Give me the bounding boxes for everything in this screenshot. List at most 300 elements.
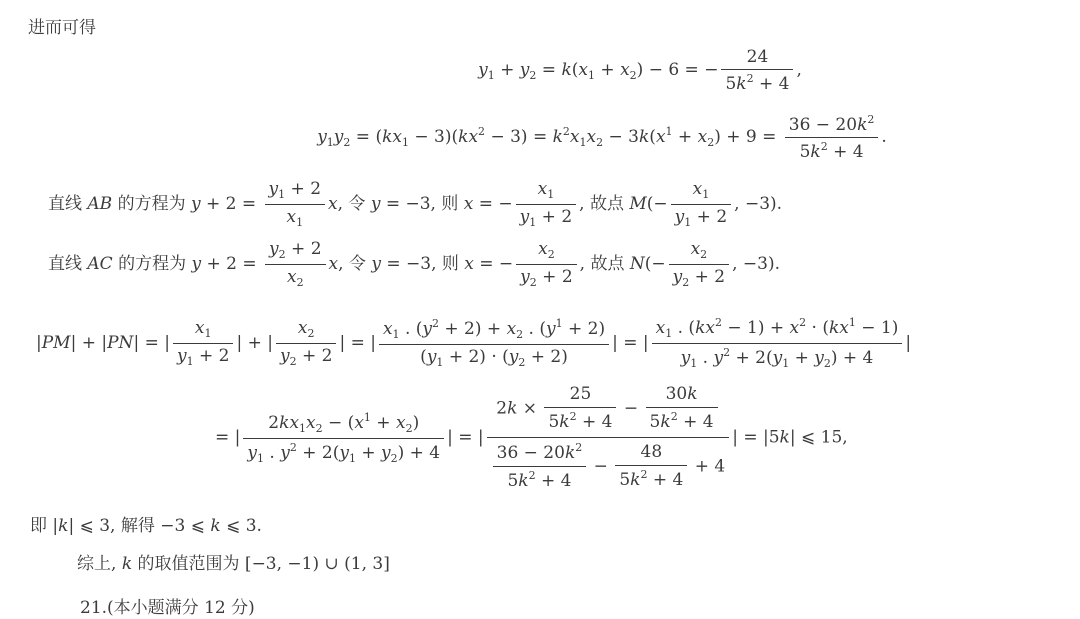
fraction-denominator (265, 205, 325, 231)
math-variable: y (381, 442, 391, 463)
math-text: . ( (523, 319, 546, 339)
math-variable: k (660, 412, 671, 433)
math-superscript: 2 (528, 468, 536, 482)
math-variable: x (392, 127, 402, 147)
math-subscript: 1 (665, 327, 673, 340)
math-text: · ( (806, 318, 829, 338)
math-subscript: 2 (296, 275, 304, 289)
fraction-numerator (516, 178, 576, 205)
math-superscript: 2 (562, 125, 570, 138)
math-fraction (785, 112, 879, 163)
fraction-numerator (721, 46, 793, 70)
math-variable: x (690, 239, 701, 259)
math-text: | ⩽ 3, 解得 −3 ⩽ (68, 516, 211, 536)
math-text: | = | (133, 332, 170, 353)
math-text: + 2) · ( (443, 346, 509, 367)
math-text: + 4 (647, 469, 684, 490)
math-text: | = | (612, 332, 649, 353)
math-variable: x (538, 239, 548, 259)
math-text: 30 (665, 384, 688, 404)
math-variable: y (772, 347, 783, 368)
math-text: − 3) = (485, 127, 553, 147)
fraction-denominator (173, 344, 233, 370)
math-variable: x (506, 319, 517, 339)
math-variable: y (333, 127, 344, 147)
fraction-denominator (243, 439, 444, 467)
math-text: − (618, 398, 644, 419)
math-text: 综上, (77, 554, 122, 574)
math-subscript: 1 (299, 421, 307, 435)
math-variable: x (697, 127, 708, 147)
math-variable: x (569, 127, 580, 147)
math-fraction (379, 316, 609, 371)
math-text: × (517, 398, 543, 419)
math-text: + (370, 412, 396, 433)
math-text: − 1) + (721, 318, 790, 338)
line-ab-equation (48, 178, 782, 231)
math-subscript: 2 (823, 356, 831, 370)
math-text: , 令 (337, 193, 371, 214)
fraction-numerator (487, 382, 730, 438)
math-text: | + | (70, 332, 108, 353)
math-text: + 2 (296, 345, 333, 366)
math-text: + 2 (285, 239, 322, 259)
fraction-denominator (379, 345, 609, 371)
math-fraction (544, 383, 616, 435)
math-text: (− (646, 193, 668, 214)
math-variable: x (468, 127, 479, 147)
math-subscript: 2 (629, 69, 637, 82)
math-subscript: 1 (402, 136, 409, 149)
math-fraction (243, 410, 444, 467)
math-text: , −3). (732, 253, 781, 274)
math-fraction (173, 317, 233, 370)
math-fraction (671, 178, 731, 231)
math-text: | = | (339, 332, 376, 353)
math-subscript: 1 (684, 215, 692, 229)
math-superscript: 1 (848, 316, 856, 329)
math-text: 的方程为 (112, 253, 192, 274)
math-variable: M (629, 193, 647, 214)
math-subscript: 1 (392, 328, 400, 341)
math-text: + 2 (536, 206, 573, 227)
math-variable: y (519, 60, 530, 80)
math-text: ( (571, 60, 579, 80)
math-variable: y (520, 266, 530, 287)
math-variable: y (478, 60, 488, 80)
math-fraction (276, 317, 336, 370)
math-fraction (669, 238, 729, 291)
fraction-denominator (669, 265, 729, 291)
fraction-denominator (265, 265, 325, 291)
math-superscript: 2 (478, 125, 486, 138)
cutoff-next-problem: 21.(本小题满分 12 分) (80, 598, 255, 618)
math-variable: N (629, 253, 645, 274)
math-variable: y (370, 193, 381, 214)
math-subscript: 1 (487, 69, 495, 82)
math-text: + (355, 442, 381, 463)
equation-content (317, 112, 887, 163)
fraction-numerator (671, 178, 731, 205)
math-text: = − (473, 253, 514, 274)
math-variable: x (464, 253, 474, 274)
math-text: | = | (447, 427, 484, 448)
math-variable: k (828, 318, 840, 338)
math-variable: y (317, 127, 327, 147)
math-subscript: 1 (348, 451, 356, 465)
math-text: ( (649, 127, 656, 147)
math-variable: k (736, 74, 747, 94)
math-text: ⩽ 3. (220, 516, 262, 536)
fraction-numerator (785, 112, 879, 138)
math-text: + (494, 60, 520, 80)
math-text: + 2( (296, 442, 340, 463)
fraction-denominator (721, 70, 793, 95)
math-superscript: 1 (363, 410, 371, 424)
math-variable: y (519, 206, 530, 227)
math-subscript: 2 (278, 248, 286, 261)
fraction-denominator (516, 205, 576, 231)
math-subscript: 2 (518, 355, 526, 369)
math-text: 5 (799, 142, 811, 162)
math-text: + (672, 127, 698, 147)
math-subscript: 2 (596, 136, 604, 149)
math-superscript: 2 (820, 140, 828, 153)
math-text: + 4 (535, 470, 572, 491)
math-variable: k (695, 318, 706, 338)
math-variable: x (194, 318, 205, 338)
math-variable: k (687, 384, 698, 404)
math-variable: x (789, 318, 800, 338)
math-text: − 3)( (409, 127, 459, 147)
math-text: . ( (672, 318, 696, 338)
math-text: (− (644, 253, 666, 274)
fraction-denominator (487, 438, 730, 495)
fraction-denominator (276, 344, 336, 370)
fraction-numerator (276, 317, 336, 344)
math-text: = ( (350, 127, 383, 147)
math-variable: x (620, 60, 630, 80)
math-text: + (789, 347, 815, 368)
math-subscript: 1 (436, 355, 444, 369)
math-text: − 3 (603, 127, 639, 147)
math-superscript: 1 (665, 125, 673, 138)
math-subscript: 1 (257, 451, 264, 465)
math-variable: k (58, 516, 69, 536)
math-variable: k (561, 60, 572, 80)
math-text: + 4 (827, 142, 864, 162)
math-subscript: 1 (529, 215, 537, 229)
math-text: ) + 9 = (714, 127, 782, 147)
math-text: , 故点 (579, 253, 630, 274)
math-fraction (721, 46, 793, 95)
fraction-numerator (265, 238, 325, 265)
math-variable: x (286, 266, 297, 287)
math-text: ) + 4 (397, 442, 441, 463)
equation-pm-plus-pn (36, 315, 911, 372)
math-text: 5 (619, 469, 631, 490)
math-text: , −3). (734, 193, 783, 214)
math-variable: k (630, 469, 641, 490)
math-text: = − (473, 193, 513, 214)
math-variable: k (559, 412, 570, 433)
math-superscript: 2 (723, 345, 731, 359)
math-subscript: 1 (702, 188, 710, 201)
math-text: . (697, 347, 714, 368)
math-text: − 1) (855, 318, 899, 338)
math-text: + 2 (691, 206, 728, 227)
math-superscript: 1 (555, 317, 563, 330)
fraction-numerator (265, 178, 325, 205)
math-text: | ⩽ 15, (789, 427, 848, 448)
math-text: , 故点 (579, 193, 630, 214)
math-variable: y (339, 442, 349, 463)
math-variable: x (537, 179, 548, 199)
math-variable: k (210, 516, 221, 536)
math-subscript: 1 (690, 356, 698, 370)
math-text: + 4 (576, 412, 613, 433)
fraction-numerator (669, 238, 729, 265)
math-text: + 4 (753, 74, 790, 94)
math-variable: y (268, 179, 279, 199)
math-variable: y (814, 347, 824, 368)
equation-continued (215, 382, 848, 494)
math-text: 5 (507, 470, 519, 491)
math-text: − ( (322, 412, 355, 433)
math-subscript: 2 (529, 69, 537, 82)
math-variable: y (426, 346, 437, 367)
math-fraction (646, 383, 718, 435)
math-variable: y (279, 345, 290, 366)
math-subscript: 1 (547, 188, 555, 201)
math-subscript: 1 (588, 69, 595, 82)
math-subscript: 1 (782, 356, 790, 370)
fraction-numerator (652, 315, 903, 344)
math-text: + 2 = (200, 193, 262, 214)
math-superscript: 2 (289, 440, 297, 454)
math-fraction (516, 178, 576, 231)
math-text: = −3, 则 (380, 253, 465, 274)
math-variable: y (508, 346, 519, 367)
fraction-denominator (646, 408, 718, 434)
math-variable: k (507, 398, 518, 419)
math-subscript: 1 (186, 354, 194, 368)
math-text: 5 (649, 412, 661, 433)
math-subscript: 2 (700, 248, 708, 261)
math-text: , 令 (338, 253, 372, 274)
fraction-denominator (615, 466, 687, 492)
math-text: 的方程为 (112, 193, 191, 214)
math-variable: AB (87, 193, 113, 214)
math-variable: y (680, 347, 691, 368)
math-variable: x (289, 412, 300, 433)
math-text: 25 (569, 384, 592, 404)
math-variable: x (382, 319, 393, 339)
math-fraction (652, 315, 903, 372)
math-subscript: 2 (682, 275, 690, 289)
math-superscript: 2 (867, 113, 875, 126)
math-text: = | (215, 427, 241, 448)
math-variable: x (839, 318, 849, 338)
math-text: 36 − 20 (496, 442, 565, 463)
math-text: + 2 = (201, 253, 263, 274)
line-ac-equation (48, 238, 780, 291)
fraction-numerator (173, 317, 233, 344)
math-variable: y (176, 345, 187, 366)
math-text: 5 (548, 412, 560, 433)
math-text: + 4 (689, 455, 726, 476)
math-text: 2 (268, 412, 280, 433)
math-text: . ( (399, 319, 423, 339)
math-variable: x (328, 193, 338, 214)
math-variable: x (578, 60, 588, 80)
math-variable: y (269, 239, 279, 259)
math-variable: AC (87, 253, 113, 274)
math-superscript: 2 (714, 316, 722, 329)
math-variable: k (279, 412, 290, 433)
fraction-denominator (652, 344, 903, 372)
math-text: 直线 (48, 253, 88, 274)
math-text: + 4 (677, 412, 714, 433)
math-text: + 2) + (439, 319, 507, 339)
math-variable: k (779, 427, 790, 448)
math-text: + 2 (193, 345, 230, 366)
math-text: 24 (746, 47, 769, 67)
math-text: 48 (640, 441, 663, 462)
math-text: + 2 (536, 266, 573, 287)
math-variable: k (382, 127, 393, 147)
math-variable: x (328, 253, 339, 274)
math-text: | + | (236, 332, 273, 353)
math-variable: x (306, 412, 316, 433)
math-text: 即 | (30, 516, 59, 536)
math-subscript: 2 (516, 328, 524, 341)
math-variable: k (458, 127, 469, 147)
math-subscript: 2 (343, 136, 351, 149)
math-variable: k (810, 142, 821, 162)
math-text: . (881, 127, 887, 147)
math-fraction (265, 178, 325, 231)
math-subscript: 2 (307, 327, 315, 340)
math-variable: y (191, 253, 202, 274)
math-text: | (905, 332, 912, 353)
math-fraction (487, 382, 730, 494)
math-subscript: 2 (405, 421, 413, 435)
fraction-denominator (544, 408, 616, 434)
fraction-numerator (646, 383, 718, 408)
math-text: + 2 (285, 179, 322, 199)
math-variable: y (371, 253, 381, 274)
math-text: − (588, 455, 614, 476)
math-text: = (536, 60, 562, 80)
math-variable: k (564, 442, 576, 463)
math-fraction (516, 238, 576, 291)
math-variable: y (672, 266, 683, 287)
math-superscript: 2 (746, 72, 754, 85)
math-variable: x (395, 412, 406, 433)
math-variable: y (422, 319, 432, 339)
fraction-denominator (671, 205, 731, 231)
math-text: 5 (725, 74, 737, 94)
math-text: . (264, 442, 281, 463)
math-fraction (615, 441, 687, 493)
math-variable: y (713, 347, 724, 368)
line-k-range-conclusion (77, 554, 390, 575)
math-fraction (493, 440, 587, 494)
math-text: 2 (496, 398, 508, 419)
fraction-numerator (516, 238, 576, 265)
math-subscript: 1 (296, 215, 304, 229)
math-superscript: 2 (640, 467, 648, 481)
math-variable: x (655, 127, 666, 147)
math-variable: PN (107, 332, 134, 353)
fraction-numerator (544, 383, 616, 408)
fraction-numerator (493, 440, 587, 467)
math-variable: x (354, 412, 364, 433)
math-text: + 2( (730, 347, 773, 368)
math-subscript: 1 (326, 136, 334, 149)
equation-content (478, 46, 802, 95)
fraction-numerator (379, 316, 609, 345)
math-text: 36 − 20 (788, 115, 858, 135)
math-subscript: 2 (547, 248, 555, 261)
math-text: 直线 (48, 193, 88, 214)
equation-y1-plus-y2 (0, 46, 1080, 95)
math-variable: x (297, 318, 308, 338)
math-text: + 2) (562, 319, 606, 339)
math-variable: k (638, 127, 650, 147)
math-variable: k (552, 127, 563, 147)
math-text: | (36, 332, 42, 353)
math-superscript: 2 (432, 317, 439, 330)
fraction-denominator (785, 138, 879, 163)
math-variable: x (655, 318, 666, 338)
math-text: 的取值范围为 [−3, −1) ∪ (1, 3] (132, 554, 390, 574)
math-superscript: 2 (670, 410, 678, 424)
math-subscript: 1 (204, 327, 212, 340)
math-variable: x (463, 193, 474, 214)
math-text: ) − 6 = − (636, 60, 719, 80)
math-variable: y (546, 319, 556, 339)
math-variable: k (121, 554, 133, 574)
math-superscript: 2 (799, 316, 807, 329)
math-superscript: 2 (569, 410, 577, 424)
equation-y1-times-y2 (0, 112, 1080, 163)
math-variable: y (674, 206, 685, 227)
math-text: ( (420, 346, 427, 367)
math-subscript: 2 (289, 354, 297, 368)
fraction-numerator (243, 410, 444, 439)
math-subscript: 2 (529, 275, 537, 289)
math-subscript: 2 (315, 421, 323, 435)
fraction-numerator (615, 441, 687, 466)
math-subscript: 1 (579, 136, 587, 149)
math-variable: y (280, 442, 290, 463)
line-k-inequality (30, 516, 262, 537)
math-superscript: 2 (575, 440, 583, 454)
math-text: , (796, 60, 802, 80)
math-text: ) + 4 (830, 347, 874, 368)
math-variable: x (705, 318, 715, 338)
math-text: + 2 (689, 266, 726, 287)
math-text: ) (412, 412, 420, 433)
math-variable: PM (41, 332, 71, 353)
math-fraction (265, 238, 325, 291)
math-variable: k (518, 470, 529, 491)
math-variable: y (247, 442, 257, 463)
intro-text: 进而可得 (28, 18, 96, 38)
math-text: + 2) (525, 346, 568, 367)
